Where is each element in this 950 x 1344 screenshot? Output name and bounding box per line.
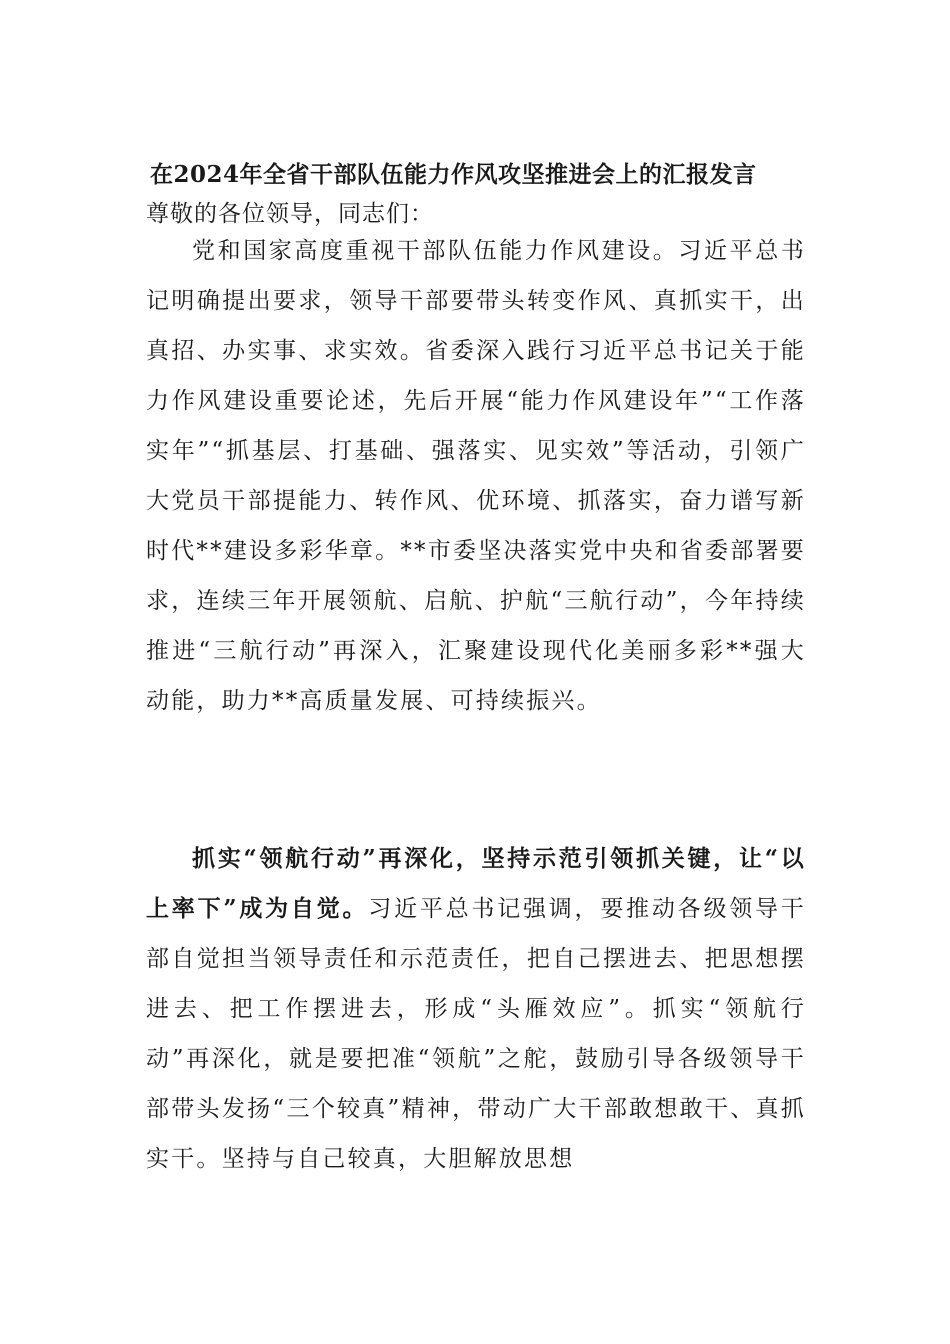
document-title: 在2024年全省干部队伍能力作风攻坚推进会上的汇报发言 bbox=[150, 161, 757, 188]
salutation: 尊敬的各位领导，同志们： bbox=[146, 201, 434, 227]
paragraph-body-text: 习近平总书记强调，要推动各级领导干部自觉担当领导责任和示范责任，把自己摆进去、把思想摆进去、把工作摆进去，形成“头雁效应”。抓实“领航行动”再深化，就是要把准“领航”之舵，鼓励引导各级领导干部带头发扬“三个较真”精神，带动广大干部敢想敢干、真抓实干。坚持与自己较真，大胆解放思想 bbox=[146, 896, 807, 1172]
body-paragraph-1: 党和国家高度重视干部队伍能力作风建设。习近平总书记明确提出要求，领导干部要带头转变作风、真抓实干，出真招、办实事、求实效。省委深入践行习近平总书记关于能力作风建设重要论述，先后开展“能力作风建设年”“工作落实年”“抓基层、打基础、强落实、见实效”等活动，引领广大党员干部提能力、转作风、优环境、抓落实，奋力谱写新时代**建设多彩华章。**市委坚决落实党中央和省委部署要求，连续三年开展领航、启航、护航“三航行动”，今年持续推进“三航行动”再深入，汇聚建设现代化美丽多彩**强大动能，助力**高质量发展、可持续振兴。 bbox=[146, 238, 806, 714]
body-paragraph-2 bbox=[146, 834, 806, 1184]
paragraph-lead-heading: 抓实“领航行动”再深化，坚持示范引领抓关键，让“以上率下”成为自觉。 bbox=[146, 845, 806, 922]
